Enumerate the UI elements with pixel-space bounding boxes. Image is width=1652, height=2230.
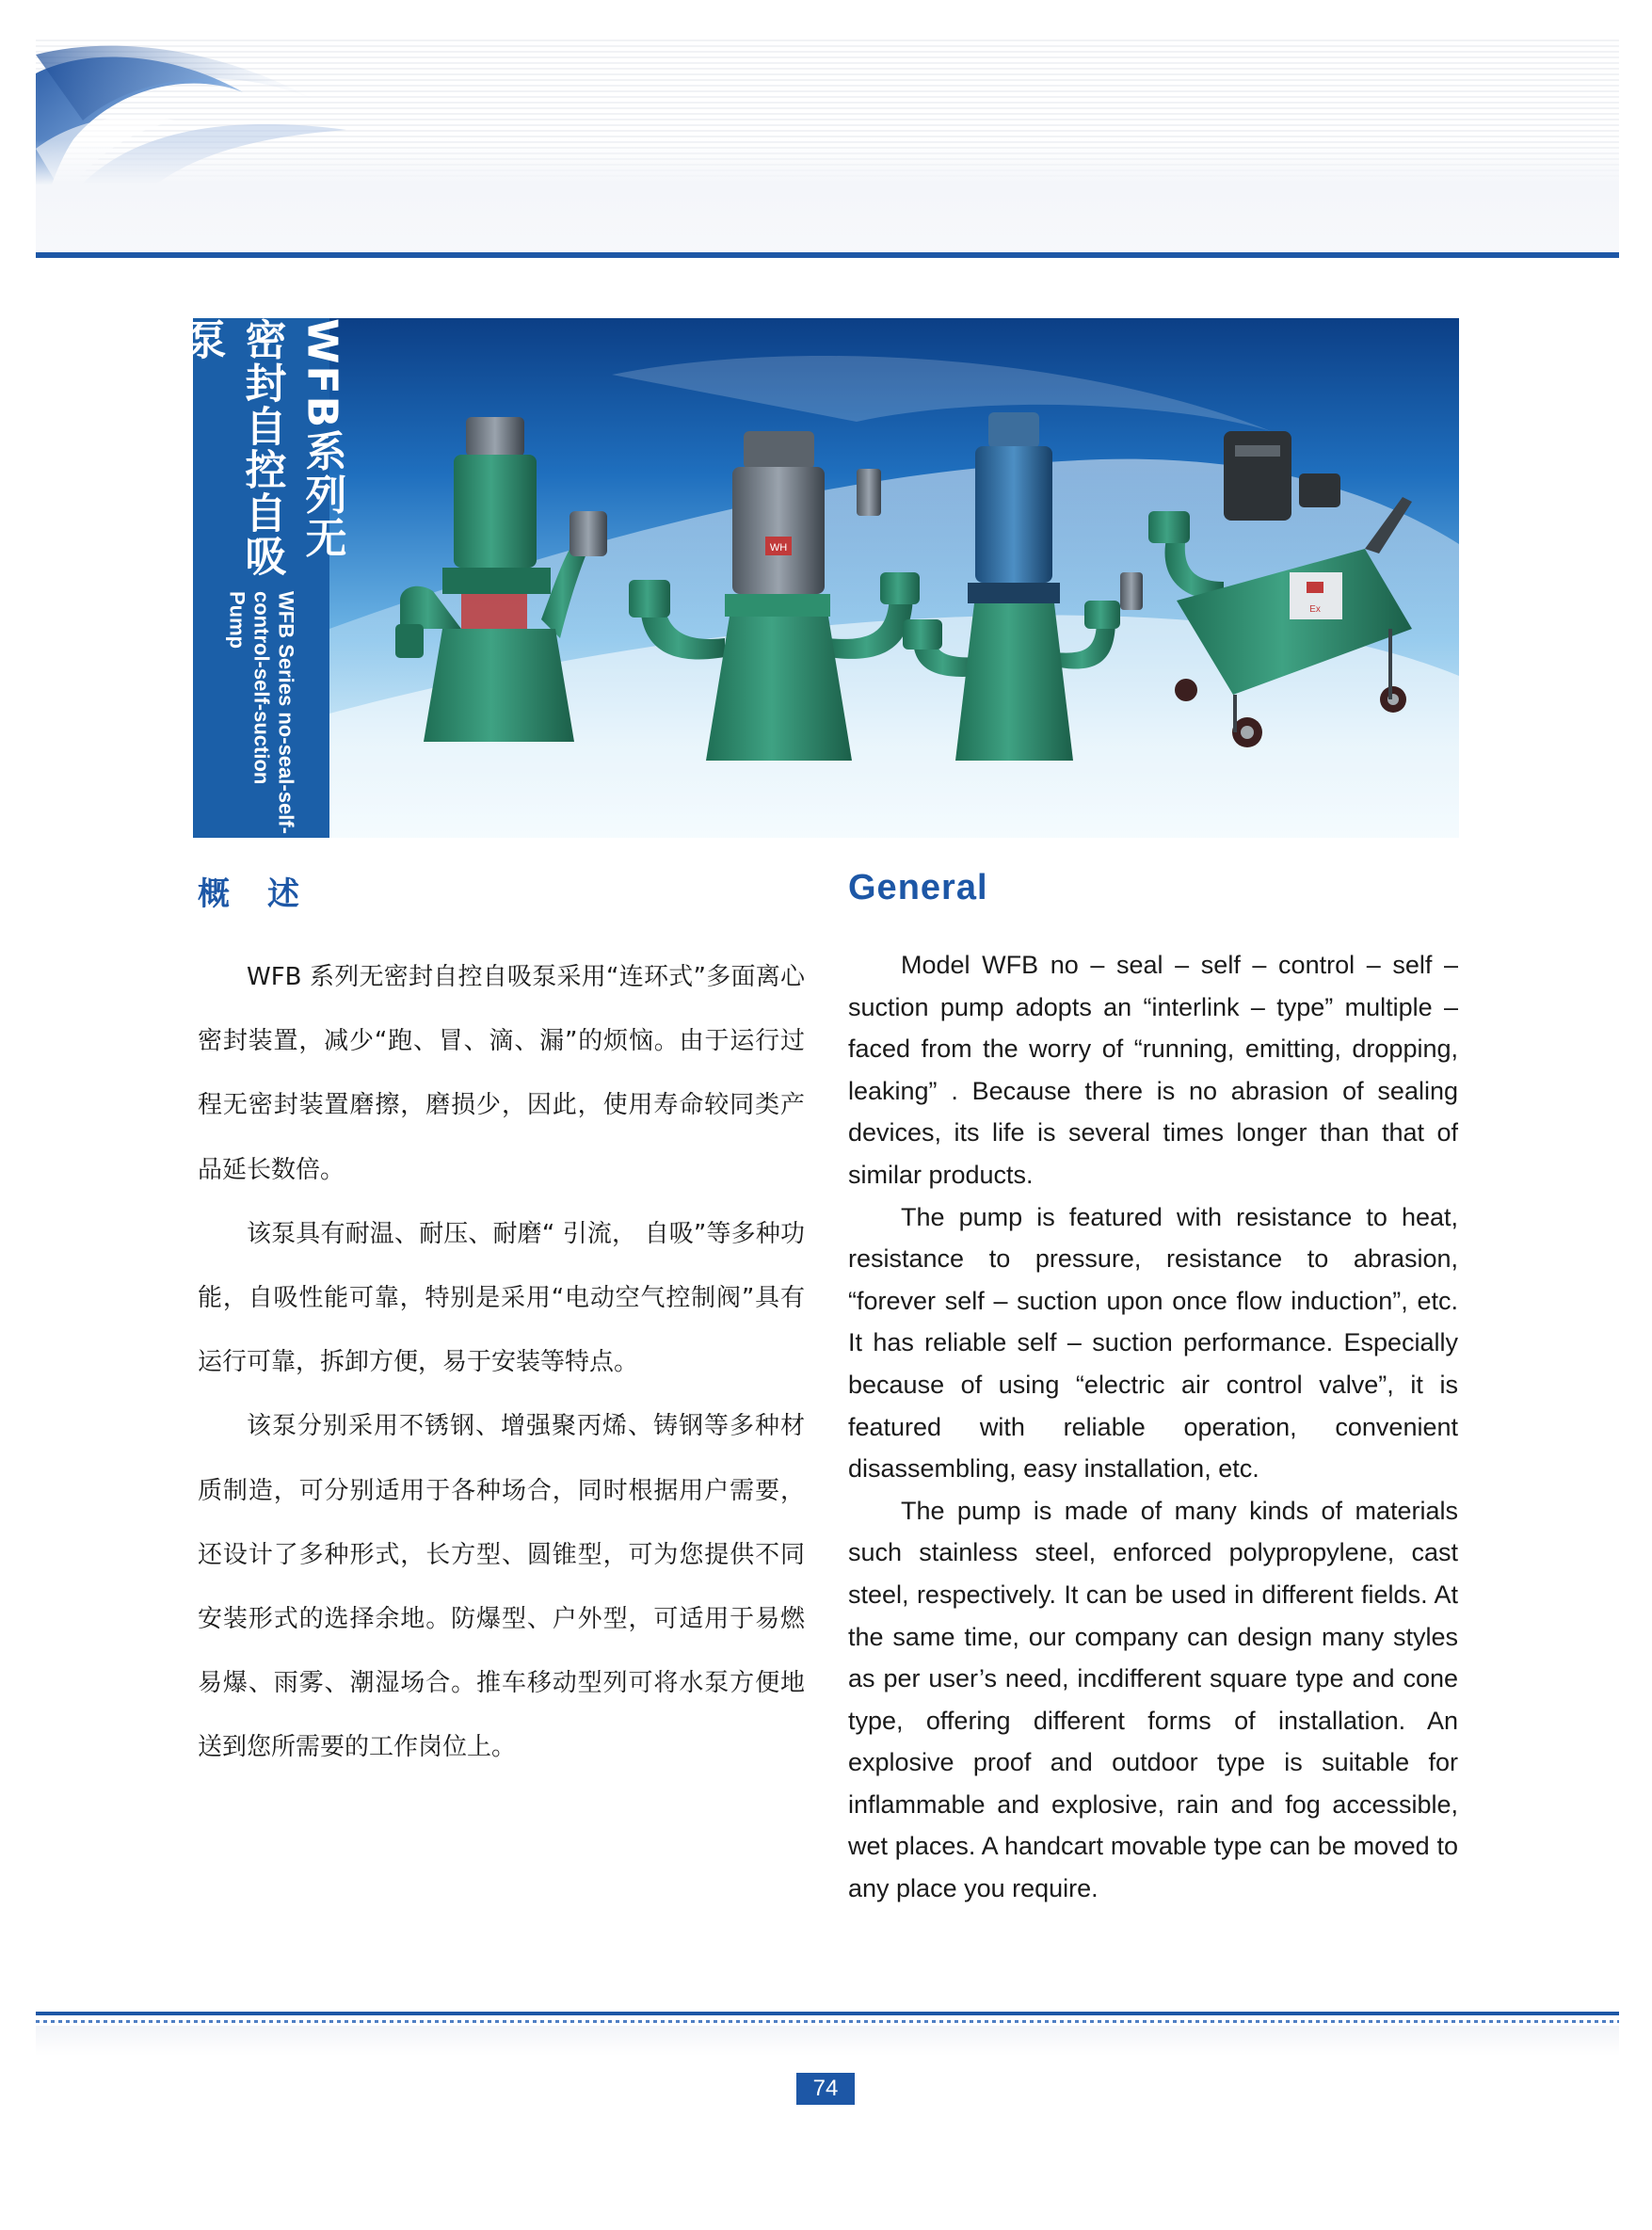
overview-heading-english: General — [848, 868, 988, 907]
page-number: 74 — [796, 2073, 855, 2105]
product-banner — [177, 318, 1459, 838]
header-divider — [36, 252, 1619, 258]
banner-title — [171, 318, 352, 838]
paragraph-en-2: The pump is featured with resistance to heat, resistance to pressure, resistance to abrasion, “forever self – suction upon once flow induction”, etc. It has reliable self – suction performance. Especially because of using “electric air control valve”, it is featured with reliable operation, convenient disassembling, easy installation, etc. — [848, 1202, 1458, 1484]
paragraph-cn-2: 该泵具有耐温、耐压、耐磨“ 引流， 自吸”等多种功能，自吸性能可靠，特别是采用“电动空气控制阀”具有运行可靠，拆卸方便，易于安装等特点。 — [198, 1219, 805, 1377]
footer-divider — [36, 2012, 1619, 2015]
paragraph-cn-1: WFB 系列无密封自控自吸泵采用“连环式”多面离心密封装置，减少“跑、冒、滴、漏”的烦恼。由于运行过程无密封装置磨擦，磨损少，因此，使用寿命较同类产品延长数倍。 — [198, 963, 805, 1184]
footer-dotted-line — [36, 2020, 1619, 2023]
footer-band — [36, 2026, 1619, 2056]
paragraph-cn-3: 该泵分别采用不锈钢、增强聚丙烯、铸钢等多种材质制造，可分别适用于各种场合，同时根据用户需要，还设计了多种形式，长方型、圆锥型，可为您提供不同安装形式的选择余地。防爆型、户外型，可适用于易燃易爆、雨雾、潮湿场合。推车移动型列可将水泵方便地送到您所需要的工作岗位上。 — [198, 1412, 805, 1762]
banner-title-container — [177, 318, 346, 838]
banner-title-english: WFB Series no-seal-self-control-self-suction Pump — [225, 590, 298, 834]
pump-badge-wh: WH — [769, 542, 788, 553]
header-fade — [36, 139, 1619, 254]
overview-heading-chinese: 概述 — [198, 875, 337, 913]
overview-text-english — [848, 944, 1458, 1910]
pump-badge-ex: Ex — [1309, 604, 1321, 615]
overview-text-chinese — [198, 945, 805, 1780]
wave-background — [329, 318, 1459, 838]
paragraph-en-3: The pump is made of many kinds of materials such stainless steel, enforced polypropylene, cast steel, respectively. It can be used in different fields. At the same time, our company can design many styles as per user’s need, incdifferent square type and cone type, offering different forms of installation. An explosive proof and outdoor type is suitable for inflammable and explosive, rain and fog accessible, wet places. A handcart movable type can be moved to any place you require. — [848, 1496, 1458, 1903]
paragraph-en-1: Model WFB no – seal – self – control – self – suction pump adopts an “interlink – type” multiple – faced from the worry of “running, emitting, dropping, leaking” . Because there is no abrasion of sealing devices, its life is several times longer than that of similar products. — [848, 951, 1458, 1189]
page-header-band — [36, 36, 1619, 254]
banner-title-chinese: WFB系列无密封自控自吸泵 — [177, 318, 346, 578]
